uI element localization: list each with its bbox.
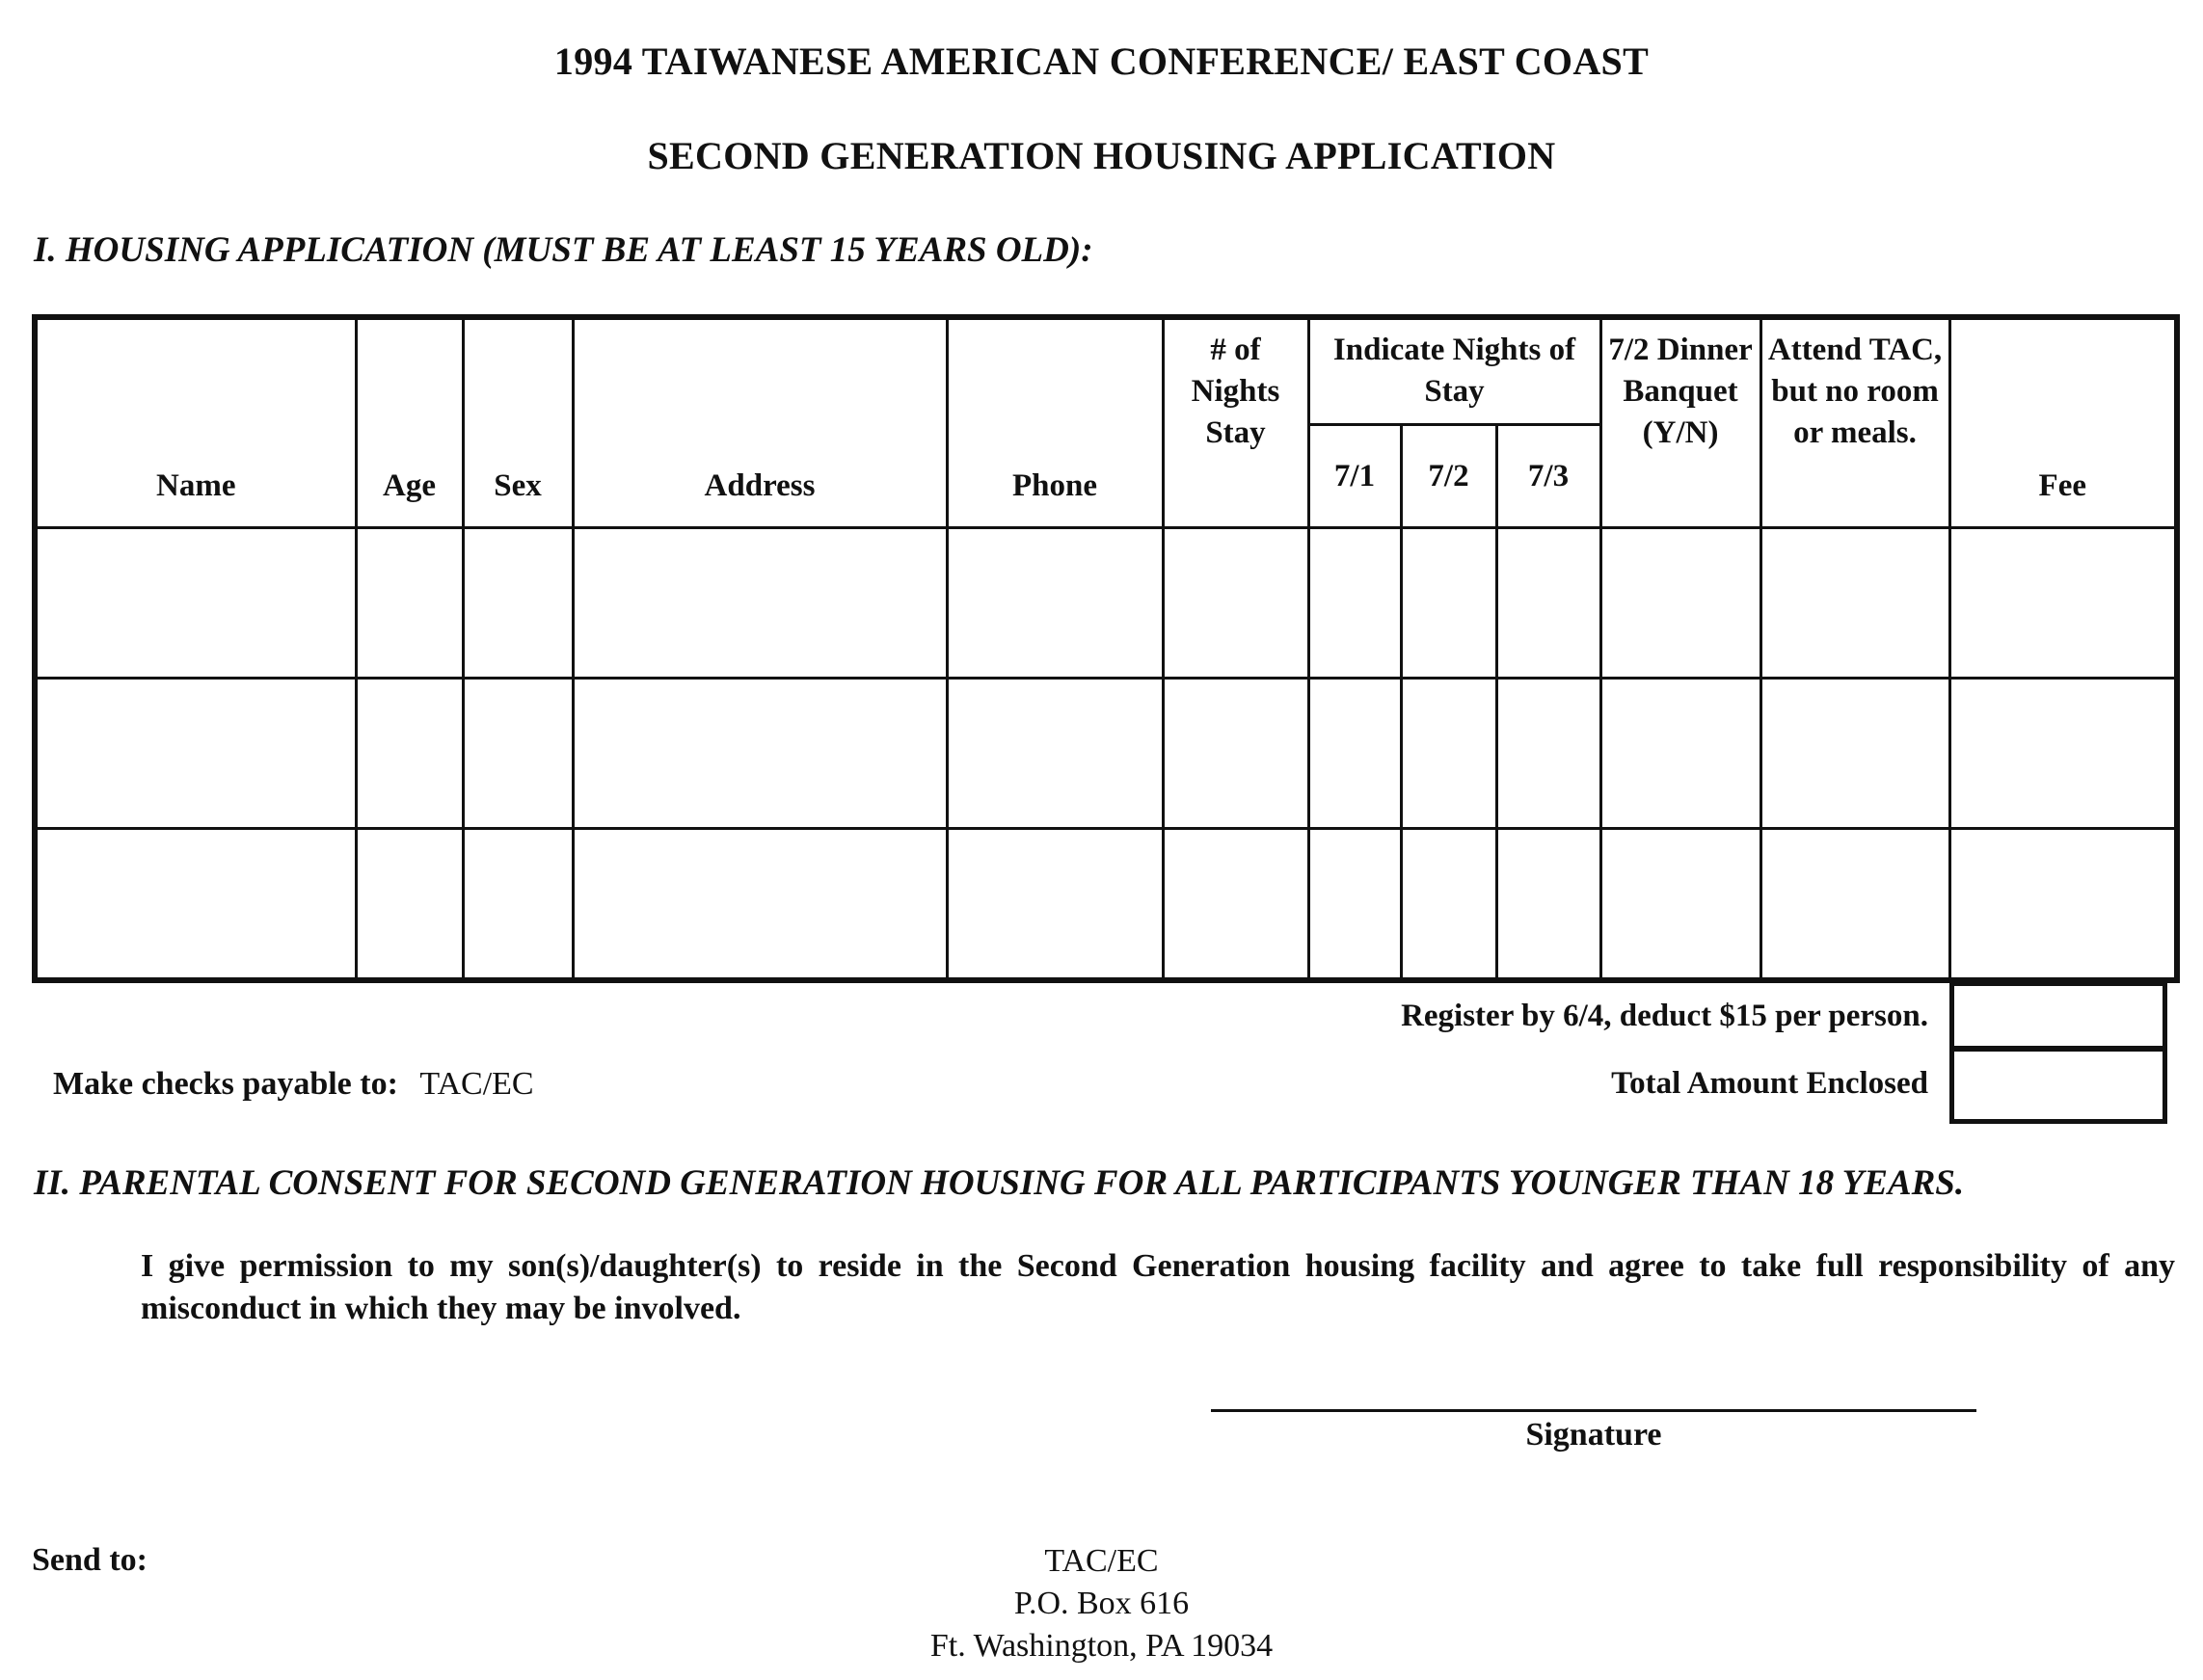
col-header-dinner-banquet: 7/2 Dinner Banquet (Y/N) [1600, 317, 1760, 528]
attend-tac-cell[interactable] [1760, 829, 1949, 980]
night-7-2-cell[interactable] [1401, 528, 1496, 679]
night-7-1-cell[interactable] [1308, 829, 1401, 980]
signature-line[interactable] [1211, 1409, 1976, 1412]
checks-payee: TAC/EC [419, 1066, 534, 1102]
consent-text: I give permission to my son(s)/daughter(s) to reside in the Second Generation housing facility and agree to take full responsibility of any misconduct in which they may be involved. [141, 1248, 2175, 1326]
col-header-name: Name [35, 317, 356, 528]
name-cell[interactable] [35, 679, 356, 829]
col-header-attend-tac: Attend TAC, but no room or meals. [1760, 317, 1949, 528]
mailing-address-line-2: P.O. Box 616 [1013, 1586, 1190, 1621]
mailing-address-line-3: Ft. Washington, PA 19034 [929, 1628, 1274, 1664]
col-header-nights: # of Nights Stay [1163, 317, 1308, 528]
nights-cell[interactable] [1163, 528, 1308, 679]
name-cell[interactable] [35, 528, 356, 679]
checks-payable-line [53, 1066, 534, 1103]
form-title: 1994 TAIWANESE AMERICAN CONFERENCE/ EAST COAST [553, 40, 1650, 83]
address-cell[interactable] [573, 528, 947, 679]
table-row [35, 679, 2177, 829]
nights-cell[interactable] [1163, 679, 1308, 829]
col-header-age: Age [356, 317, 463, 528]
address-cell[interactable] [573, 829, 947, 980]
night-7-3-cell[interactable] [1496, 528, 1600, 679]
col-header-night-7-1: 7/1 [1308, 424, 1401, 527]
mailing-address-line-1: TAC/EC [1044, 1543, 1159, 1579]
total-amount-label: Total Amount Enclosed [1611, 1066, 1928, 1101]
col-header-night-7-3: 7/3 [1496, 424, 1600, 527]
dinner-banquet-cell[interactable] [1600, 829, 1760, 980]
attend-tac-cell[interactable] [1760, 528, 1949, 679]
phone-cell[interactable] [947, 528, 1163, 679]
dinner-banquet-cell[interactable] [1600, 528, 1760, 679]
age-cell[interactable] [356, 679, 463, 829]
sex-cell[interactable] [463, 528, 573, 679]
col-header-phone: Phone [947, 317, 1163, 528]
col-header-fee: Fee [1949, 317, 2177, 528]
fee-cell[interactable] [1949, 528, 2177, 679]
address-cell[interactable] [573, 679, 947, 829]
sex-cell[interactable] [463, 829, 573, 980]
phone-cell[interactable] [947, 679, 1163, 829]
col-header-sex: Sex [463, 317, 573, 528]
form-subtitle: SECOND GENERATION HOUSING APPLICATION [647, 134, 1556, 177]
fee-cell[interactable] [1949, 679, 2177, 829]
night-7-1-cell[interactable] [1308, 679, 1401, 829]
checks-payable-label: Make checks payable to: [53, 1066, 398, 1102]
night-7-2-cell[interactable] [1401, 829, 1496, 980]
sex-cell[interactable] [463, 679, 573, 829]
col-header-night-7-2: 7/2 [1401, 424, 1496, 527]
fee-cell[interactable] [1949, 829, 2177, 980]
table-row [35, 829, 2177, 980]
nights-cell[interactable] [1163, 829, 1308, 980]
col-header-indicate-nights: Indicate Nights of Stay [1308, 317, 1600, 424]
section-2-heading: II. PARENTAL CONSENT FOR SECOND GENERATION HOUSING FOR ALL PARTICIPANTS YOUNGER THAN 18 YEARS. [34, 1163, 1965, 1203]
phone-cell[interactable] [947, 829, 1163, 980]
send-to-label: Send to: [32, 1542, 148, 1578]
name-cell[interactable] [35, 829, 356, 980]
night-7-3-cell[interactable] [1496, 679, 1600, 829]
register-discount-label: Register by 6/4, deduct $15 per person. [1401, 999, 1928, 1033]
age-cell[interactable] [356, 829, 463, 980]
dinner-banquet-cell[interactable] [1600, 679, 1760, 829]
housing-application-table [32, 314, 2180, 983]
night-7-2-cell[interactable] [1401, 679, 1496, 829]
table-row [35, 528, 2177, 679]
attend-tac-cell[interactable] [1760, 679, 1949, 829]
section-1-heading: I. HOUSING APPLICATION (MUST BE AT LEAST 15 YEARS OLD): [34, 230, 1093, 270]
signature-label: Signature [1525, 1417, 1662, 1453]
night-7-1-cell[interactable] [1308, 528, 1401, 679]
col-header-address: Address [573, 317, 947, 528]
age-cell[interactable] [356, 528, 463, 679]
night-7-3-cell[interactable] [1496, 829, 1600, 980]
total-amount-box[interactable] [1949, 1047, 2167, 1124]
discount-fee-box[interactable] [1949, 981, 2167, 1051]
